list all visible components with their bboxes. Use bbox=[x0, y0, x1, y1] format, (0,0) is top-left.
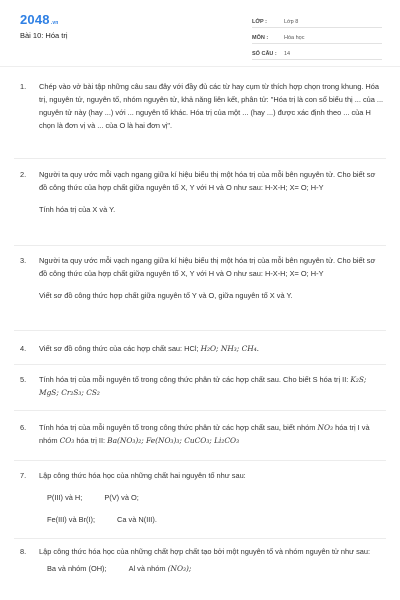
chemical-formula: (NO₃); bbox=[167, 564, 192, 573]
item: Ba và nhóm (OH); bbox=[47, 564, 107, 573]
question-text: Chép vào vở bài tập những câu sau đây với đầy đủ các từ hay cụm từ thích hợp chọn trong khung. Hóa trị, nguyên tử, nguyên tố, nhóm nguyên tử, khả năng liên kết, phân tử: "Hóa trị là con số biểu thị ... của ... nguyên tử này (hay ...) với ... nguyên tố khác. Hóa trị của một ... (hay ...) được xác định theo ... của H chọn là đơn vị và ... của O là hai đơn vị". bbox=[39, 82, 384, 130]
question-separator bbox=[14, 245, 386, 246]
question-number: 6. bbox=[20, 423, 27, 432]
question-number: 3. bbox=[20, 256, 27, 265]
item: P(V) và O; bbox=[104, 493, 139, 502]
question-items bbox=[39, 513, 385, 526]
question-items bbox=[39, 562, 385, 575]
question-text-part: Viết sơ đồ công thức của các hợp chất sau: HCl; bbox=[39, 344, 199, 353]
question-text bbox=[39, 373, 385, 399]
item: P(III) và H; bbox=[47, 493, 83, 502]
lesson-meta bbox=[252, 14, 382, 62]
question-number: 1. bbox=[20, 82, 27, 91]
chemical-formula: Ba(NO₃)₂; Fe(NO₃)₃; CuCO₃; Li₂CO₃ bbox=[107, 436, 240, 445]
question-text: Người ta quy ước mỗi vạch ngang giữa kí hiệu biểu thị một hóa trị của mỗi bên nguyên tử. Cho biết sơ đồ công thức của hợp chất giữa nguyên tố X, Y với H và O như sau: H-X-H; X= O; H-Y bbox=[39, 256, 376, 278]
meta-subject-label: MÔN : bbox=[252, 35, 269, 41]
question-2 bbox=[20, 168, 385, 216]
item: Ca và N(III). bbox=[117, 515, 157, 524]
question-number: 2. bbox=[20, 170, 27, 179]
meta-class-label: LỚP : bbox=[252, 19, 267, 25]
header-divider bbox=[0, 66, 400, 67]
question-text: Người ta quy ước mỗi vạch ngang giữa kí hiệu biểu thị một hóa trị của mỗi bên nguyên tử. Cho biết sơ đồ công thức của hợp chất giữa nguyên tố X, Y với H và O như sau: H-X-H; X= O; H-Y bbox=[39, 170, 376, 192]
question-7 bbox=[20, 469, 385, 526]
question-number: 4. bbox=[20, 344, 27, 353]
question-text bbox=[39, 421, 385, 447]
question-separator bbox=[14, 460, 386, 461]
question-separator bbox=[14, 364, 386, 365]
question-text-part: Tính hóa trị của mỗi nguyên tố trong công thức phân tử các hợp chất sau, biết nhóm bbox=[39, 423, 316, 432]
question-number: 7. bbox=[20, 471, 27, 480]
question-separator bbox=[14, 158, 386, 159]
question-text bbox=[39, 342, 385, 355]
question-subtext: Tính hóa trị của X và Y. bbox=[39, 205, 116, 214]
question-items bbox=[39, 491, 385, 504]
meta-count-value: 14 bbox=[284, 51, 291, 57]
item: Fe(III) và Br(I); bbox=[47, 515, 96, 524]
question-separator bbox=[14, 410, 386, 411]
meta-subject-row bbox=[252, 30, 382, 44]
question-text: Lập công thức hóa học của những chất hợp chất tạo bởi một nguyên tố và nhóm nguyên tử như sau: bbox=[39, 547, 371, 556]
meta-class-value: Lớp 8 bbox=[284, 19, 299, 25]
question-8 bbox=[20, 545, 385, 575]
question-number: 8. bbox=[20, 547, 27, 556]
item: Al và nhóm bbox=[128, 564, 166, 573]
meta-subject-value: Hóa học bbox=[284, 35, 305, 41]
question-3 bbox=[20, 254, 385, 302]
question-text-part: hóa trị I và nhóm bbox=[39, 423, 370, 445]
chemical-formula: CO₃ bbox=[59, 436, 75, 445]
lesson-title: Bài 10: Hóa trị bbox=[20, 31, 68, 40]
question-4 bbox=[20, 342, 385, 355]
question-1 bbox=[20, 80, 385, 132]
site-logo[interactable] bbox=[20, 12, 59, 27]
question-separator bbox=[14, 538, 386, 539]
chemical-formula: H₂O; NH₃; CH₄. bbox=[200, 344, 260, 353]
question-5 bbox=[20, 373, 385, 399]
meta-count-row bbox=[252, 46, 382, 60]
page-header bbox=[0, 0, 400, 66]
meta-count-label: SỐ CÂU : bbox=[252, 51, 277, 57]
meta-class-row bbox=[252, 14, 382, 28]
chemical-formula: NO₃ bbox=[317, 423, 334, 432]
chemical-formula: K₂S; MgS; Cr₂S₃; CS₂ bbox=[39, 375, 367, 397]
question-subtext: Viết sơ đồ công thức hợp chất giữa nguyên tố Y và O, giữa nguyên tố X và Y. bbox=[39, 291, 293, 300]
question-number: 5. bbox=[20, 375, 27, 384]
question-separator bbox=[14, 330, 386, 331]
question-6 bbox=[20, 421, 385, 447]
question-text-part: hóa trị II: bbox=[76, 436, 106, 445]
logo-suffix: .vn bbox=[50, 20, 59, 26]
question-text: Lập công thức hóa học của những chất hai nguyên tố như sau: bbox=[39, 471, 246, 480]
logo-text: 2048 bbox=[20, 12, 50, 27]
question-text-part: Tính hóa trị của mỗi nguyên tố trong công thức phân tử các hợp chất sau. Cho biết S hóa trị II: bbox=[39, 375, 349, 384]
